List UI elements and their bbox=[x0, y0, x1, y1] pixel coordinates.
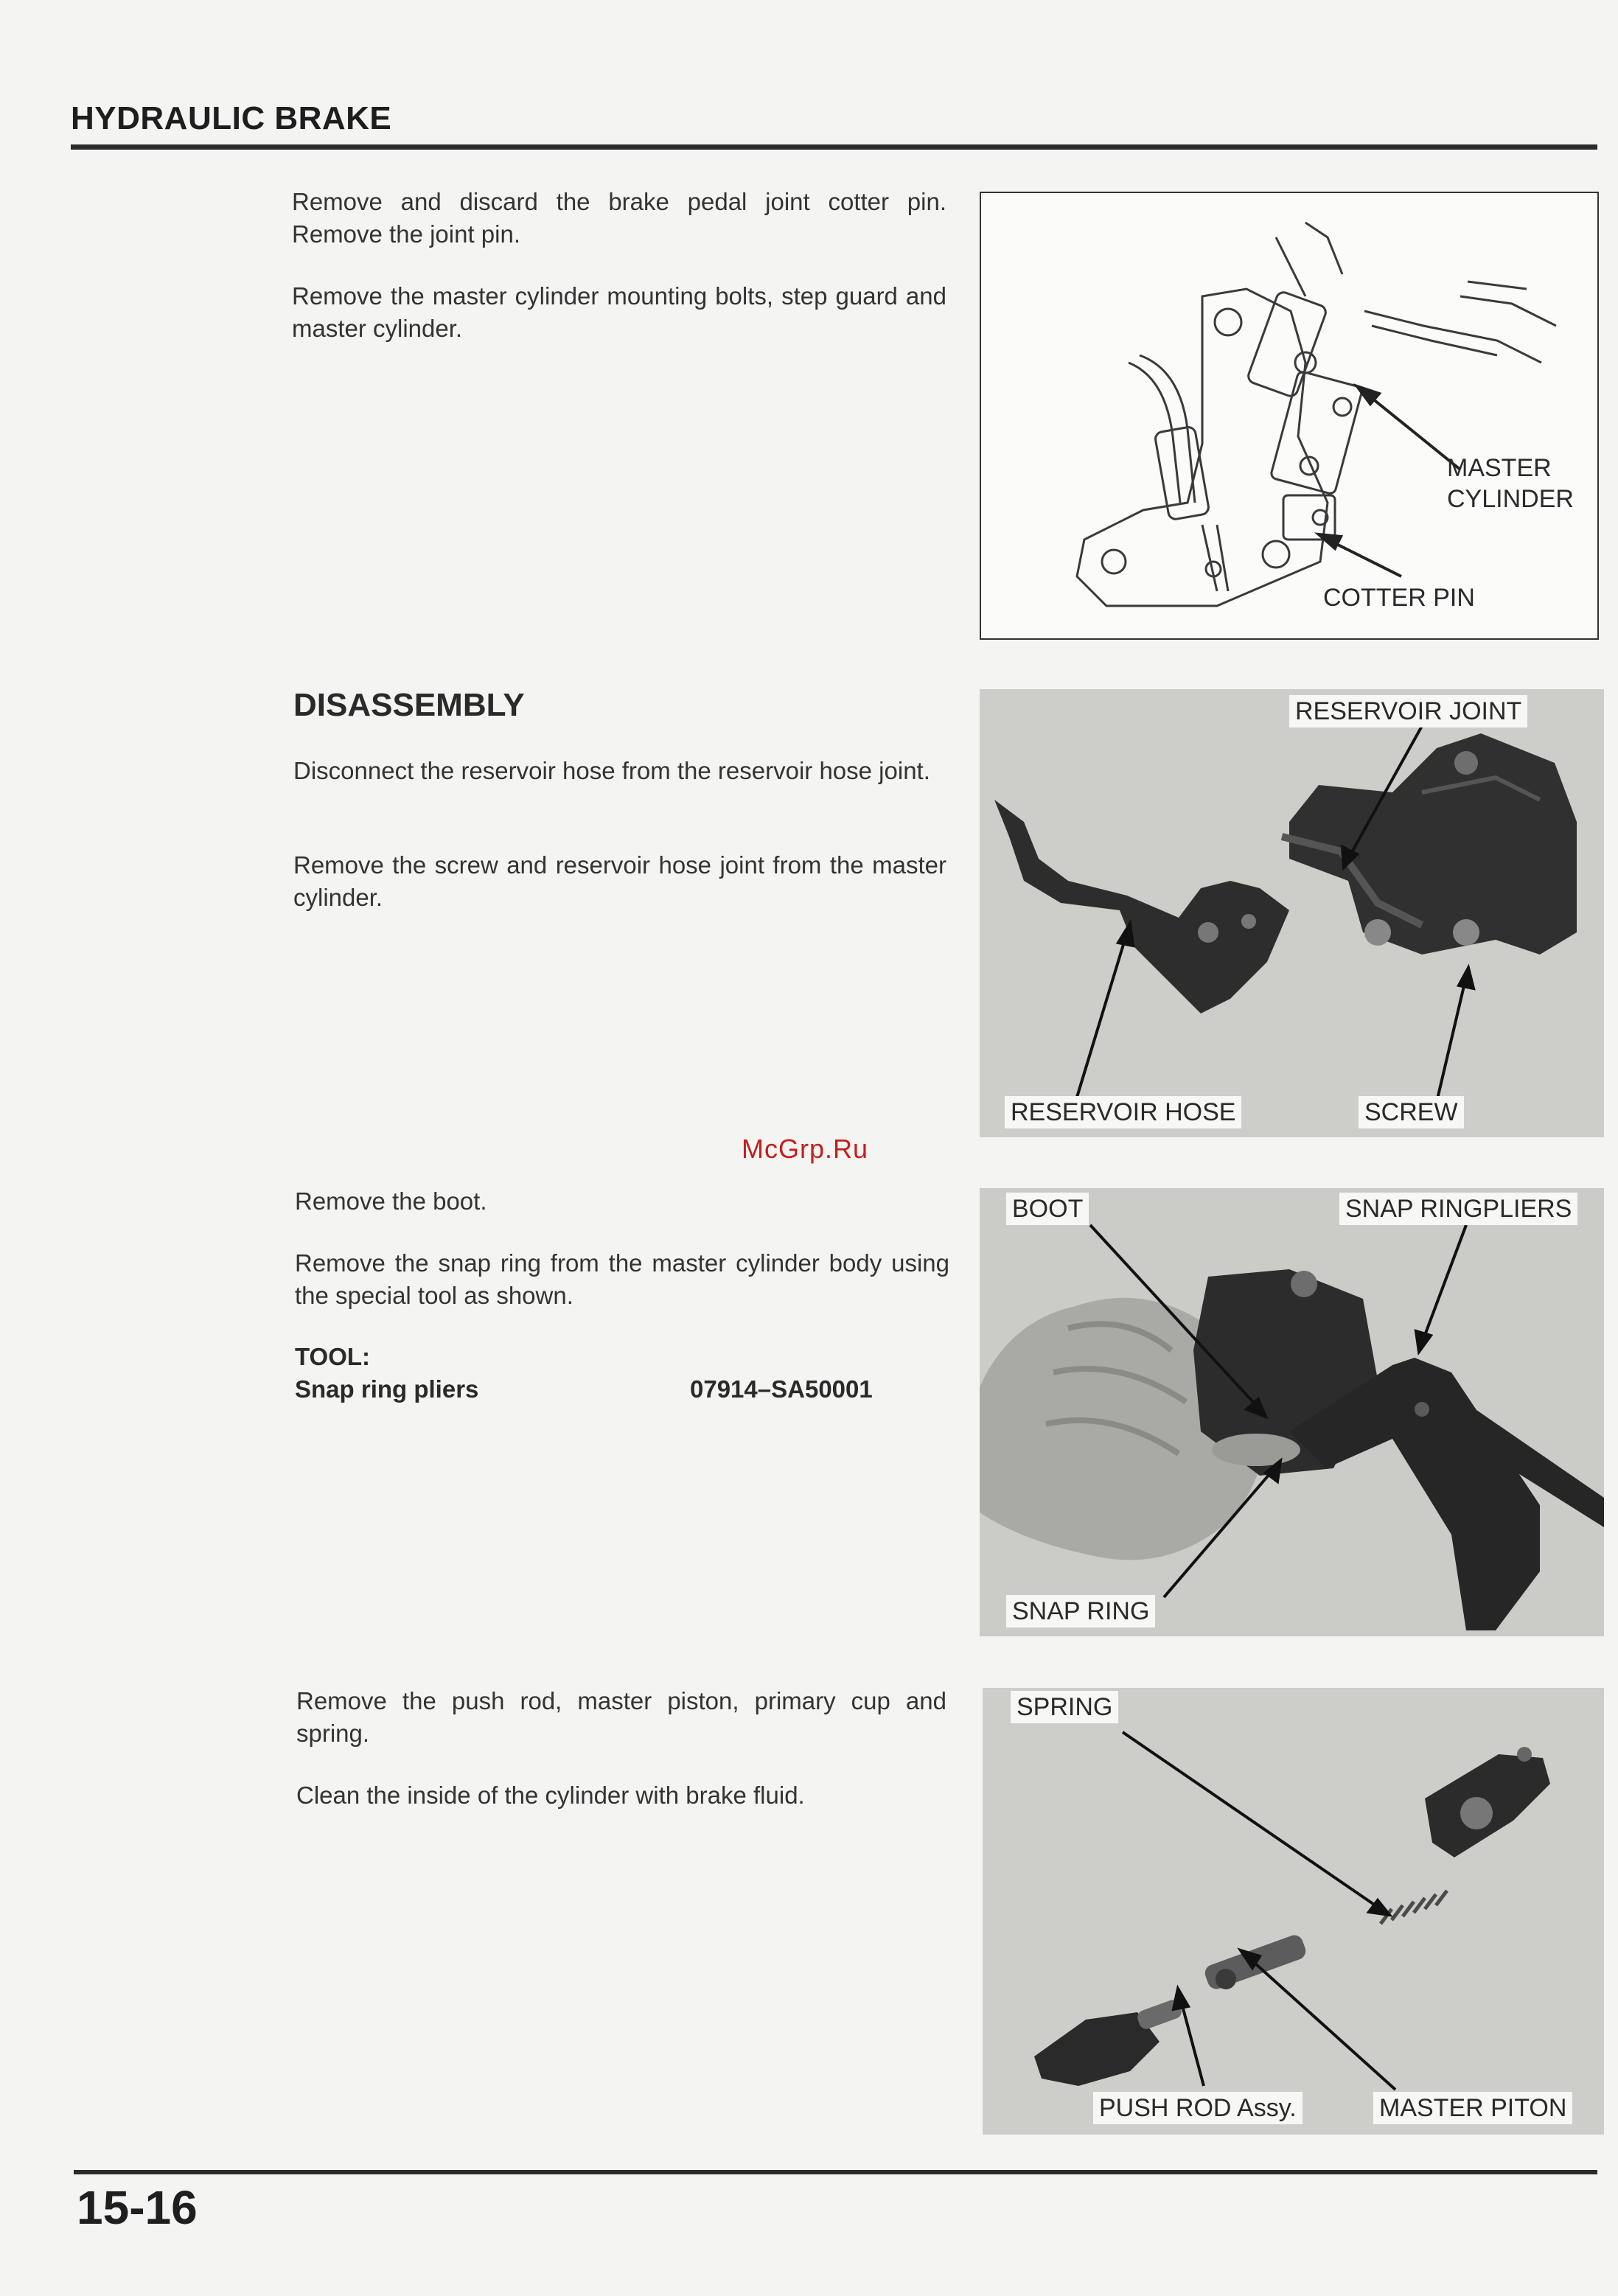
master-cylinder-line-drawing bbox=[981, 193, 1597, 638]
master-cylinder-parts-photo bbox=[983, 1688, 1604, 2135]
step-paragraph: Remove the snap ring from the master cylinder body using the special tool as shown. bbox=[295, 1249, 949, 1309]
step-paragraph: Remove the push rod, master piston, primary cup and spring. bbox=[296, 1687, 946, 1747]
label-master-cylinder: MASTER CYLINDER bbox=[1447, 454, 1574, 513]
reservoir-joint-photo-drawing bbox=[980, 689, 1604, 1137]
label-cotter-pin: COTTER PIN bbox=[1323, 584, 1475, 612]
tool-label: TOOL: bbox=[295, 1343, 371, 1370]
label-screw: SCREW bbox=[1359, 1096, 1464, 1128]
step-paragraph: Remove the screw and reservoir hose joint from the master cylinder. bbox=[293, 851, 946, 911]
label-snap-ring: SNAP RING bbox=[1006, 1595, 1155, 1627]
label-boot: BOOT bbox=[1006, 1193, 1089, 1225]
step-paragraph: Remove the master cylinder mounting bolts, step guard and master cylinder. bbox=[292, 282, 946, 342]
watermark-text: McGrp.Ru bbox=[742, 1134, 869, 1164]
master-cylinder-diagram bbox=[980, 192, 1599, 640]
label-master-piston: MASTER PITON bbox=[1373, 2092, 1572, 2124]
label-spring: SPRING bbox=[1011, 1691, 1118, 1723]
tool-name: Snap ring pliers bbox=[295, 1375, 479, 1403]
step-paragraph: Remove the boot. bbox=[295, 1187, 487, 1215]
parts-photo-drawing bbox=[983, 1688, 1604, 2135]
label-reservoir-hose: RESERVOIR HOSE bbox=[1005, 1096, 1241, 1128]
label-push-rod-assy: PUSH ROD Assy. bbox=[1093, 2092, 1303, 2124]
tool-part-number: 07914–SA50001 bbox=[690, 1375, 873, 1403]
step-paragraph: Remove and discard the brake pedal joint cotter pin. Remove the joint pin. bbox=[292, 188, 946, 248]
page-header-title: HYDRAULIC BRAKE bbox=[71, 100, 392, 136]
reservoir-joint-photo bbox=[980, 689, 1604, 1137]
section-heading: DISASSEMBLY bbox=[293, 687, 525, 723]
footer-rule bbox=[74, 2170, 1597, 2174]
step-paragraph: Clean the inside of the cylinder with brake fluid. bbox=[296, 1782, 805, 1809]
label-reservoir-joint: RESERVOIR JOINT bbox=[1289, 695, 1527, 727]
step-paragraph: Disconnect the reservoir hose from the reservoir hose joint. bbox=[293, 757, 930, 784]
label-snap-ring-pliers: SNAP RINGPLIERS bbox=[1339, 1193, 1577, 1225]
page-number: 15-16 bbox=[77, 2181, 198, 2234]
header-rule bbox=[71, 144, 1597, 150]
snap-ring-photo-drawing bbox=[980, 1188, 1604, 1636]
snap-ring-removal-photo bbox=[980, 1188, 1604, 1636]
